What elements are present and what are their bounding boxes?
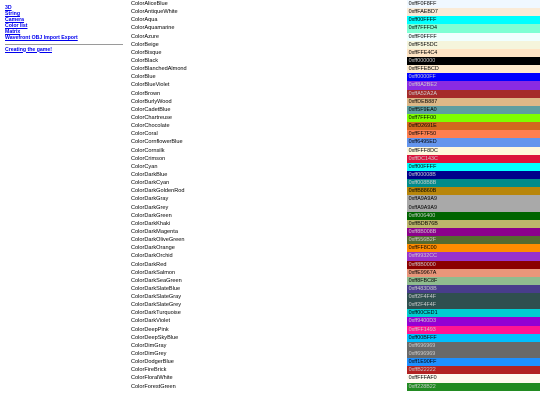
color-row [126, 130, 540, 138]
color-row [126, 244, 540, 252]
color-name: ColorDarkGray [131, 196, 169, 203]
color-row [126, 366, 540, 374]
color-row [126, 374, 540, 382]
color-name: ColorBeige [131, 41, 159, 48]
color-row [126, 41, 540, 49]
nav-link-color-list[interactable]: Color list [5, 23, 28, 30]
color-row [126, 73, 540, 81]
color-name: ColorCornflowerBlue [131, 139, 183, 146]
color-swatch: 0xffFF8C00 [407, 244, 540, 252]
color-swatch: 0xff8B008B [407, 228, 540, 236]
color-swatch: 0xffF0FFFF [407, 33, 540, 41]
color-name: ColorCornsilk [131, 147, 165, 154]
color-row [126, 179, 540, 187]
color-row [126, 163, 540, 171]
color-swatch: 0xffFFF8DC [407, 147, 540, 155]
color-swatch: 0xff00008B [407, 171, 540, 179]
color-swatch: 0xff8A2BE2 [407, 81, 540, 89]
color-swatch: 0xff5F9EA0 [407, 106, 540, 114]
color-name: ColorDarkGrey [131, 204, 169, 211]
color-name: ColorCyan [131, 163, 158, 170]
color-swatch: 0xff006400 [407, 212, 540, 220]
color-name: ColorAquamarine [131, 25, 175, 32]
color-name: ColorDarkKhaki [131, 220, 171, 227]
color-row [126, 195, 540, 203]
color-name: ColorChocolate [131, 123, 170, 130]
color-swatch: 0xff7FFFD4 [407, 24, 540, 32]
color-row [126, 16, 540, 24]
color-name: ColorDarkTurquoise [131, 310, 181, 317]
color-row [126, 187, 540, 195]
color-name: ColorDarkOliveGreen [131, 237, 185, 244]
color-swatch: 0xff696969 [407, 350, 540, 358]
color-swatch: 0xff008B8B [407, 179, 540, 187]
color-row [126, 122, 540, 130]
nav-link-wavefront-obj[interactable]: Wavefront OBJ Import Export [5, 35, 78, 42]
color-swatch: 0xffD2691E [407, 122, 540, 130]
color-swatch: 0xff7FFF00 [407, 114, 540, 122]
color-name: ColorBurlyWood [131, 98, 172, 105]
color-row [126, 358, 540, 366]
color-row [126, 252, 540, 260]
nav-link-creating-the-game[interactable]: Creating the game! [5, 46, 52, 53]
color-row [126, 24, 540, 32]
color-name: ColorCrimson [131, 155, 166, 162]
color-swatch: 0xffB22222 [407, 366, 540, 374]
color-row [126, 138, 540, 146]
color-name: ColorAzure [131, 33, 159, 40]
color-row [126, 383, 540, 391]
color-name: ColorDarkSeaGreen [131, 277, 182, 284]
color-row [126, 269, 540, 277]
color-swatch: 0xffBDB76B [407, 220, 540, 228]
sidebar-nav [5, 5, 123, 53]
color-swatch: 0xff483D8B [407, 285, 540, 293]
color-swatch: 0xffFFE4C4 [407, 49, 540, 57]
color-swatch: 0xffDEB887 [407, 98, 540, 106]
color-name: ColorDarkSlateBlue [131, 285, 181, 292]
color-name: ColorDarkMagenta [131, 228, 178, 235]
color-row [126, 155, 540, 163]
color-name: ColorDarkGoldenRod [131, 188, 185, 195]
color-list-table [126, 0, 540, 391]
color-row [126, 228, 540, 236]
color-swatch: 0xffFF7F50 [407, 130, 540, 138]
color-row [126, 8, 540, 16]
color-name: ColorBlack [131, 57, 159, 64]
color-swatch: 0xffFAEBD7 [407, 8, 540, 16]
color-name: ColorDimGrey [131, 351, 167, 358]
color-swatch: 0xffE9967A [407, 269, 540, 277]
color-row [126, 309, 540, 317]
color-row [126, 57, 540, 65]
color-row [126, 342, 540, 350]
color-swatch: 0xff8FBC8F [407, 277, 540, 285]
color-swatch: 0xff2F4F4F [407, 301, 540, 309]
color-name: ColorDarkViolet [131, 318, 171, 325]
color-swatch: 0xff228B22 [407, 383, 540, 391]
color-row [126, 277, 540, 285]
color-row [126, 49, 540, 57]
color-name: ColorForestGreen [131, 383, 176, 390]
color-swatch: 0xff9400D3 [407, 317, 540, 325]
color-row [126, 147, 540, 155]
color-swatch: 0xffF0F8FF [407, 0, 540, 8]
color-swatch: 0xff00FFFF [407, 163, 540, 171]
color-swatch: 0xff696969 [407, 342, 540, 350]
color-name: ColorChartreuse [131, 114, 173, 121]
color-name: ColorAntiqueWhite [131, 9, 178, 16]
color-name: ColorDarkSlateGrey [131, 302, 182, 309]
color-name: ColorDeepPink [131, 326, 169, 333]
color-swatch: 0xff00BFFF [407, 334, 540, 342]
color-name: ColorDodgerBlue [131, 359, 174, 366]
nav-link-camera[interactable]: Camera [5, 17, 25, 24]
color-row [126, 204, 540, 212]
color-swatch: 0xff556B2F [407, 236, 540, 244]
nav-link-string[interactable]: String [5, 11, 20, 18]
color-swatch: 0xffA9A9A9 [407, 195, 540, 203]
color-row [126, 220, 540, 228]
nav-link-matrix[interactable]: Matrix [5, 29, 21, 36]
color-name: ColorDarkBlue [131, 171, 168, 178]
sidebar-divider [5, 44, 123, 45]
color-name: ColorDarkSalmon [131, 269, 176, 276]
color-swatch: 0xffFFEBCD [407, 65, 540, 73]
color-row [126, 212, 540, 220]
color-name: ColorBlueViolet [131, 82, 170, 89]
color-name: ColorDarkCyan [131, 180, 170, 187]
color-swatch: 0xff00CED1 [407, 309, 540, 317]
color-row [126, 236, 540, 244]
color-swatch: 0xff000000 [407, 57, 540, 65]
color-name: ColorDimGray [131, 342, 167, 349]
nav-link-3d[interactable]: 3D [5, 5, 12, 11]
color-name: ColorDarkGreen [131, 212, 172, 219]
color-name: ColorCoral [131, 131, 158, 138]
color-swatch: 0xffFF1493 [407, 326, 540, 334]
color-row [126, 350, 540, 358]
color-row [126, 326, 540, 334]
color-row [126, 90, 540, 98]
color-name: ColorCadetBlue [131, 106, 171, 113]
color-name: ColorDeepSkyBlue [131, 334, 179, 341]
color-swatch: 0xff0000FF [407, 73, 540, 81]
color-row [126, 98, 540, 106]
color-name: ColorDarkRed [131, 261, 167, 268]
color-name: ColorFireBrick [131, 367, 167, 374]
color-row [126, 261, 540, 269]
color-row [126, 171, 540, 179]
color-row [126, 293, 540, 301]
color-swatch: 0xffDC143C [407, 155, 540, 163]
color-row [126, 106, 540, 114]
color-name: ColorDarkOrange [131, 245, 175, 252]
color-row [126, 285, 540, 293]
color-name: ColorBrown [131, 90, 161, 97]
color-row [126, 114, 540, 122]
color-row [126, 0, 540, 8]
color-row [126, 33, 540, 41]
color-swatch: 0xffA52A2A [407, 90, 540, 98]
color-name: ColorBisque [131, 49, 162, 56]
color-name: ColorBlanchedAlmond [131, 66, 187, 73]
color-swatch: 0xff1E90FF [407, 358, 540, 366]
color-swatch: 0xff6495ED [407, 138, 540, 146]
color-row [126, 301, 540, 309]
color-swatch: 0xff2F4F4F [407, 293, 540, 301]
color-name: ColorBlue [131, 74, 156, 81]
color-name: ColorAliceBlue [131, 1, 168, 7]
color-name: ColorAqua [131, 17, 158, 24]
color-swatch: 0xff00FFFF [407, 16, 540, 24]
color-swatch: 0xff8B0000 [407, 261, 540, 269]
color-row [126, 81, 540, 89]
color-row [126, 317, 540, 325]
color-swatch: 0xffFFFAF0 [407, 374, 540, 382]
color-swatch: 0xffA9A9A9 [407, 204, 540, 212]
color-name: ColorDarkOrchid [131, 253, 173, 260]
color-swatch: 0xffB8860B [407, 187, 540, 195]
color-swatch: 0xffF5F5DC [407, 41, 540, 49]
color-swatch: 0xff9932CC [407, 252, 540, 260]
color-name: ColorFloralWhite [131, 375, 173, 382]
color-row [126, 334, 540, 342]
color-name: ColorDarkSlateGray [131, 294, 182, 301]
color-row [126, 65, 540, 73]
